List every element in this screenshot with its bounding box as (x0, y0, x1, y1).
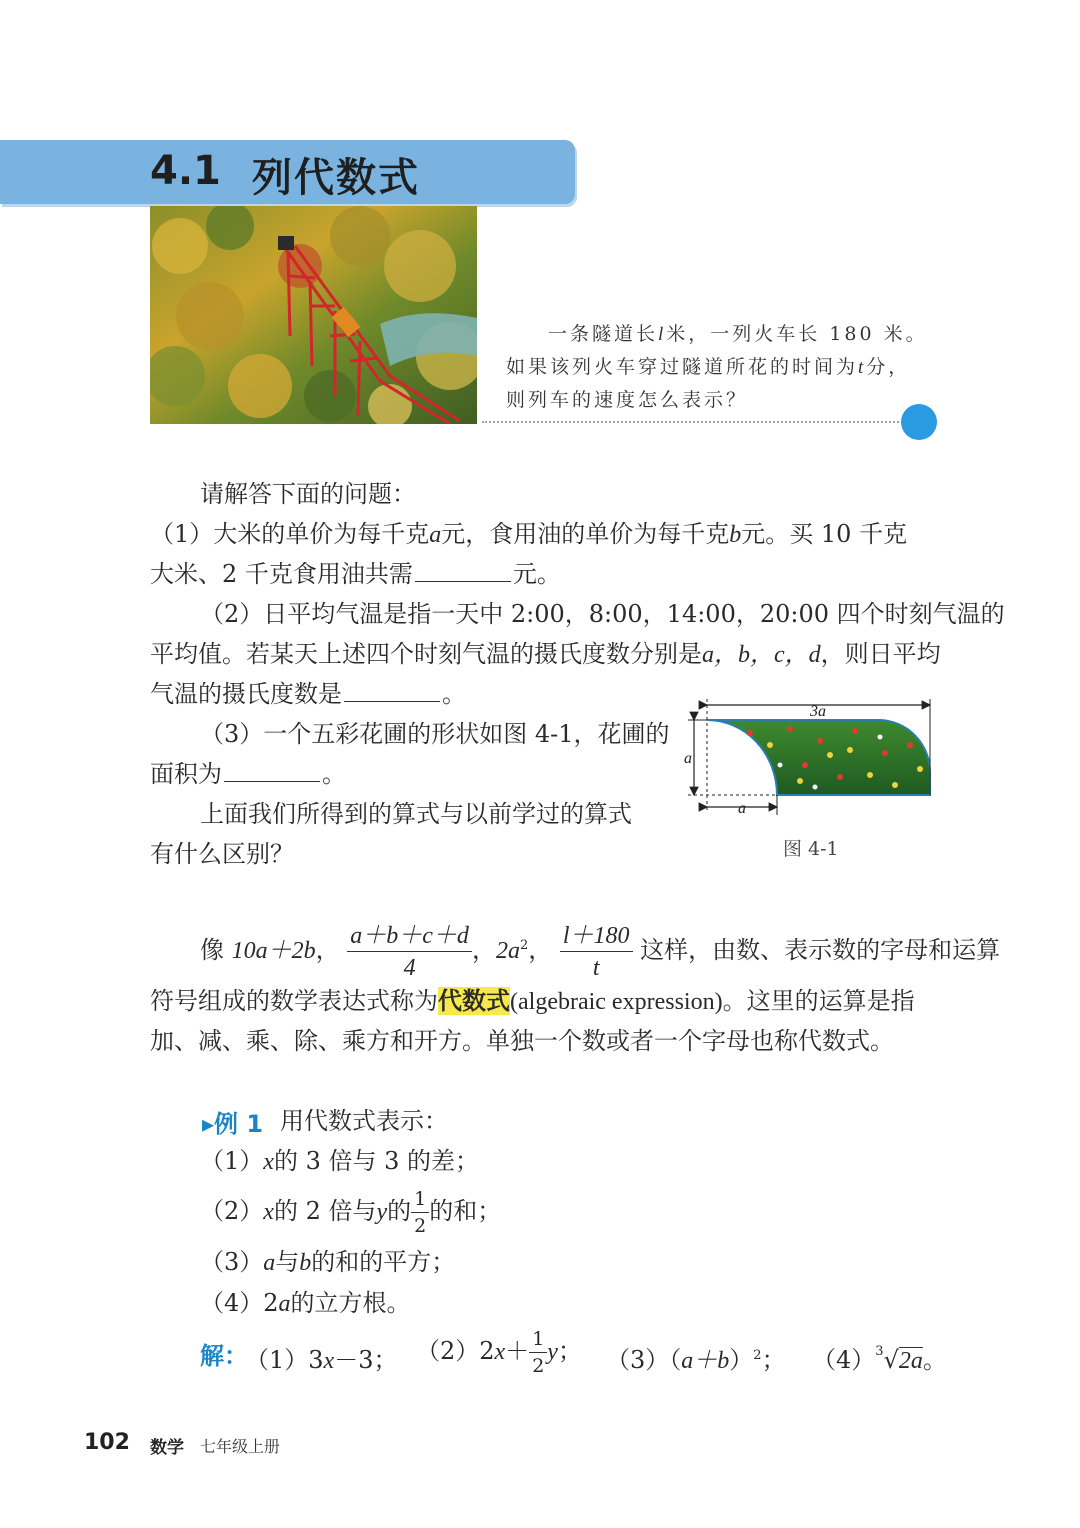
intro-line-3: 则列车的速度怎么表示？ (506, 389, 749, 411)
question-2-line-1: （2）日平均气温是指一天中 2:00，8:00，14:00，20:00 四个时刻气温的 (200, 600, 1005, 628)
figure-label-bottom: a (738, 800, 746, 817)
answer-blank-2[interactable] (344, 679, 440, 702)
solution-2: （2）2x＋ $\frac{1}{2}$ y； (416, 1327, 582, 1377)
figure-label-top: 3a (810, 703, 826, 720)
example-item-4: （4）2a的立方根。 (200, 1289, 411, 1317)
question-1-line-1: （1）大米的单价为每千克a元，食用油的单价为每千克b元。买 10 千克 (150, 520, 908, 548)
intro-line-1: 一条隧道长l米，一列火车长 180 米。 (548, 323, 928, 345)
section-number: 4.1 (150, 148, 221, 194)
footer-subject: 数学 (150, 1438, 184, 1458)
answer-blank-1[interactable] (415, 559, 511, 582)
example-item-2: （2）x的 2 倍与y的 $\frac{1}{2}$ 的和； (200, 1187, 502, 1237)
example-prompt: 用代数式表示： (280, 1107, 448, 1135)
question-2-line-3: 气温的摄氏度数是 。 (150, 680, 466, 708)
answer-blank-3[interactable] (224, 759, 320, 782)
question-4-line-1: 上面我们所得到的算式与以前学过的算式 (200, 800, 632, 828)
example-item-1: （1）x的 3 倍与 3 的差； (200, 1147, 479, 1175)
example-label: ▸例 1 (202, 1110, 264, 1138)
flowerbed-figure (680, 695, 940, 825)
question-3-line-2: 面积为 。 (150, 760, 346, 788)
fraction-half: $\frac{1}{2}$ (411, 1190, 429, 1236)
figure-label-side: a (684, 750, 692, 767)
solution-4: $(4)^3√2a$。 (812, 1344, 947, 1374)
intro-line-2: 如果该列火车穿过隧道所花的时间为t分， (506, 356, 911, 378)
question-1-line-2: 大米、2 千克食用油共需 元。 (150, 560, 561, 588)
railway-bridge-photo (150, 206, 477, 424)
question-4-line-2: 有什么区别？ (150, 840, 294, 868)
fraction-mean: $\frac{a+b+c+d}{4}$ (347, 924, 472, 980)
solution-1: （1）3x－3； (245, 1346, 398, 1374)
question-3-line-1: （3）一个五彩花圃的形状如图 4-1，花圃的 (200, 720, 670, 748)
dotted-divider (482, 421, 907, 423)
definition-line-2: 符号组成的数学表达式称为代数式(algebraic expression)。这里的运算是指 (150, 987, 915, 1015)
definition-line-1: 像 10a＋2b， $\frac{a+b+c+d}{4}$ ，$2a^2$， $\frac{l+180}{t}$ 这样，由数、表示数的字母和运算 (200, 922, 1001, 981)
questions-lead: 请解答下面的问题： (200, 480, 416, 508)
definition-line-3: 加、减、乘、除、乘方和开方。单独一个数或者一个字母也称代数式。 (150, 1027, 894, 1055)
question-2-line-2: 平均值。若某天上述四个时刻气温的摄氏度数分别是a，b，c，d，则日平均 (150, 640, 941, 668)
page-number: 102 (84, 1430, 130, 1455)
example-item-3: （3）a与b的和的平方； (200, 1248, 456, 1276)
figure-caption: 图 4-1 (783, 838, 839, 860)
solution-3: $(3)(a+b)^2$； (606, 1346, 786, 1374)
term-highlight: 代数式 (438, 987, 510, 1015)
radical-sign: √ (883, 1346, 899, 1374)
fraction-half-solution: $\frac{1}{2}$ (529, 1330, 547, 1376)
decorative-dot (901, 404, 937, 440)
fraction-speed: $\frac{l+180}{t}$ (560, 924, 633, 980)
footer-grade: 七年级上册 (200, 1437, 281, 1456)
section-title: 列代数式 (252, 155, 420, 201)
solution-label: 解： (200, 1342, 248, 1370)
